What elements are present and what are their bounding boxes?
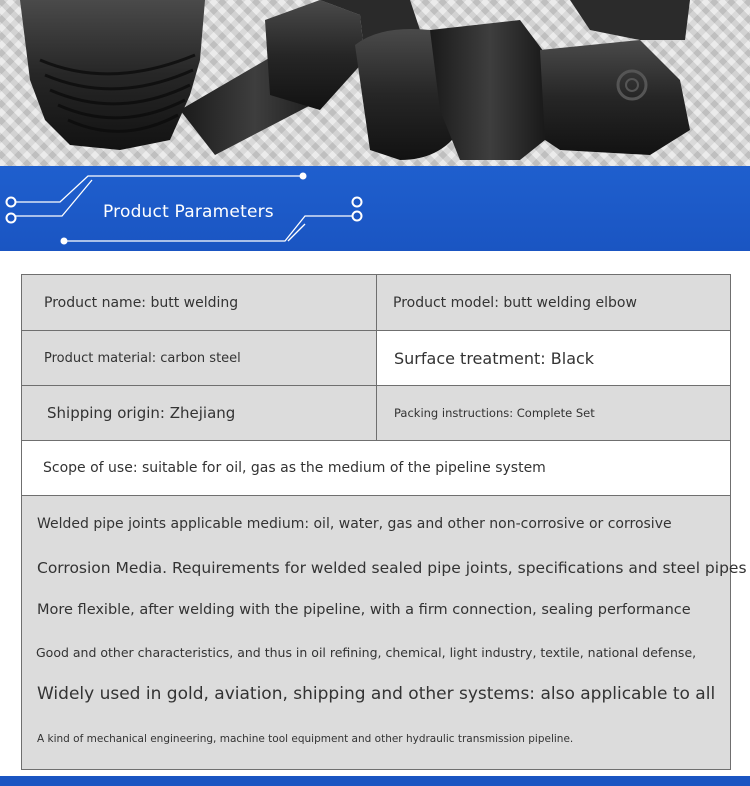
- table-row: [22, 386, 730, 441]
- description-line: Widely used in gold, aviation, shipping and other systems: also applicable to all: [37, 684, 716, 704]
- description-line: Welded pipe joints applicable medium: oil, water, gas and other non-corrosive or corrosive: [37, 516, 672, 532]
- table-cell: [43, 441, 546, 495]
- description-line: A kind of mechanical engineering, machine tool equipment and other hydraulic transmission pipeline.: [37, 733, 574, 745]
- scope-of-use: Scope of use: suitable for oil, gas as the medium of the pipeline system: [43, 460, 546, 476]
- table-cell: [393, 275, 637, 330]
- footer-bar: [0, 776, 750, 786]
- table-cell: [44, 275, 238, 330]
- table-row: [22, 275, 730, 331]
- table-row: [22, 331, 730, 386]
- shipping-origin: Shipping origin: Zhejiang: [47, 404, 236, 422]
- product-material: Product material: carbon steel: [44, 350, 241, 366]
- description-line: Good and other characteristics, and thus in oil refining, chemical, light industry, textile, national defense,: [36, 645, 697, 660]
- table-cell: [22, 331, 376, 385]
- table-cell: [47, 386, 235, 440]
- table-row: [22, 441, 730, 496]
- description-block: [22, 496, 747, 769]
- pipe-fittings-illustration: [0, 0, 750, 166]
- product-photo: [0, 0, 750, 166]
- table-cell: [394, 386, 595, 440]
- product-name: Product name: butt welding: [44, 294, 239, 311]
- section-title: Product Parameters: [103, 202, 274, 222]
- product-model: Product model: butt welding elbow: [393, 294, 637, 311]
- parameters-table: [21, 274, 747, 770]
- table-cell: [377, 331, 730, 385]
- description-line: More flexible, after welding with the pipeline, with a firm connection, sealing performance: [37, 602, 691, 618]
- section-banner: [0, 166, 750, 251]
- packing-instructions: Packing instructions: Complete Set: [394, 406, 595, 420]
- surface-treatment: Surface treatment: Black: [394, 348, 595, 368]
- description-line: Corrosion Media. Requirements for welded sealed pipe joints, specifications and steel pipes: [37, 559, 747, 577]
